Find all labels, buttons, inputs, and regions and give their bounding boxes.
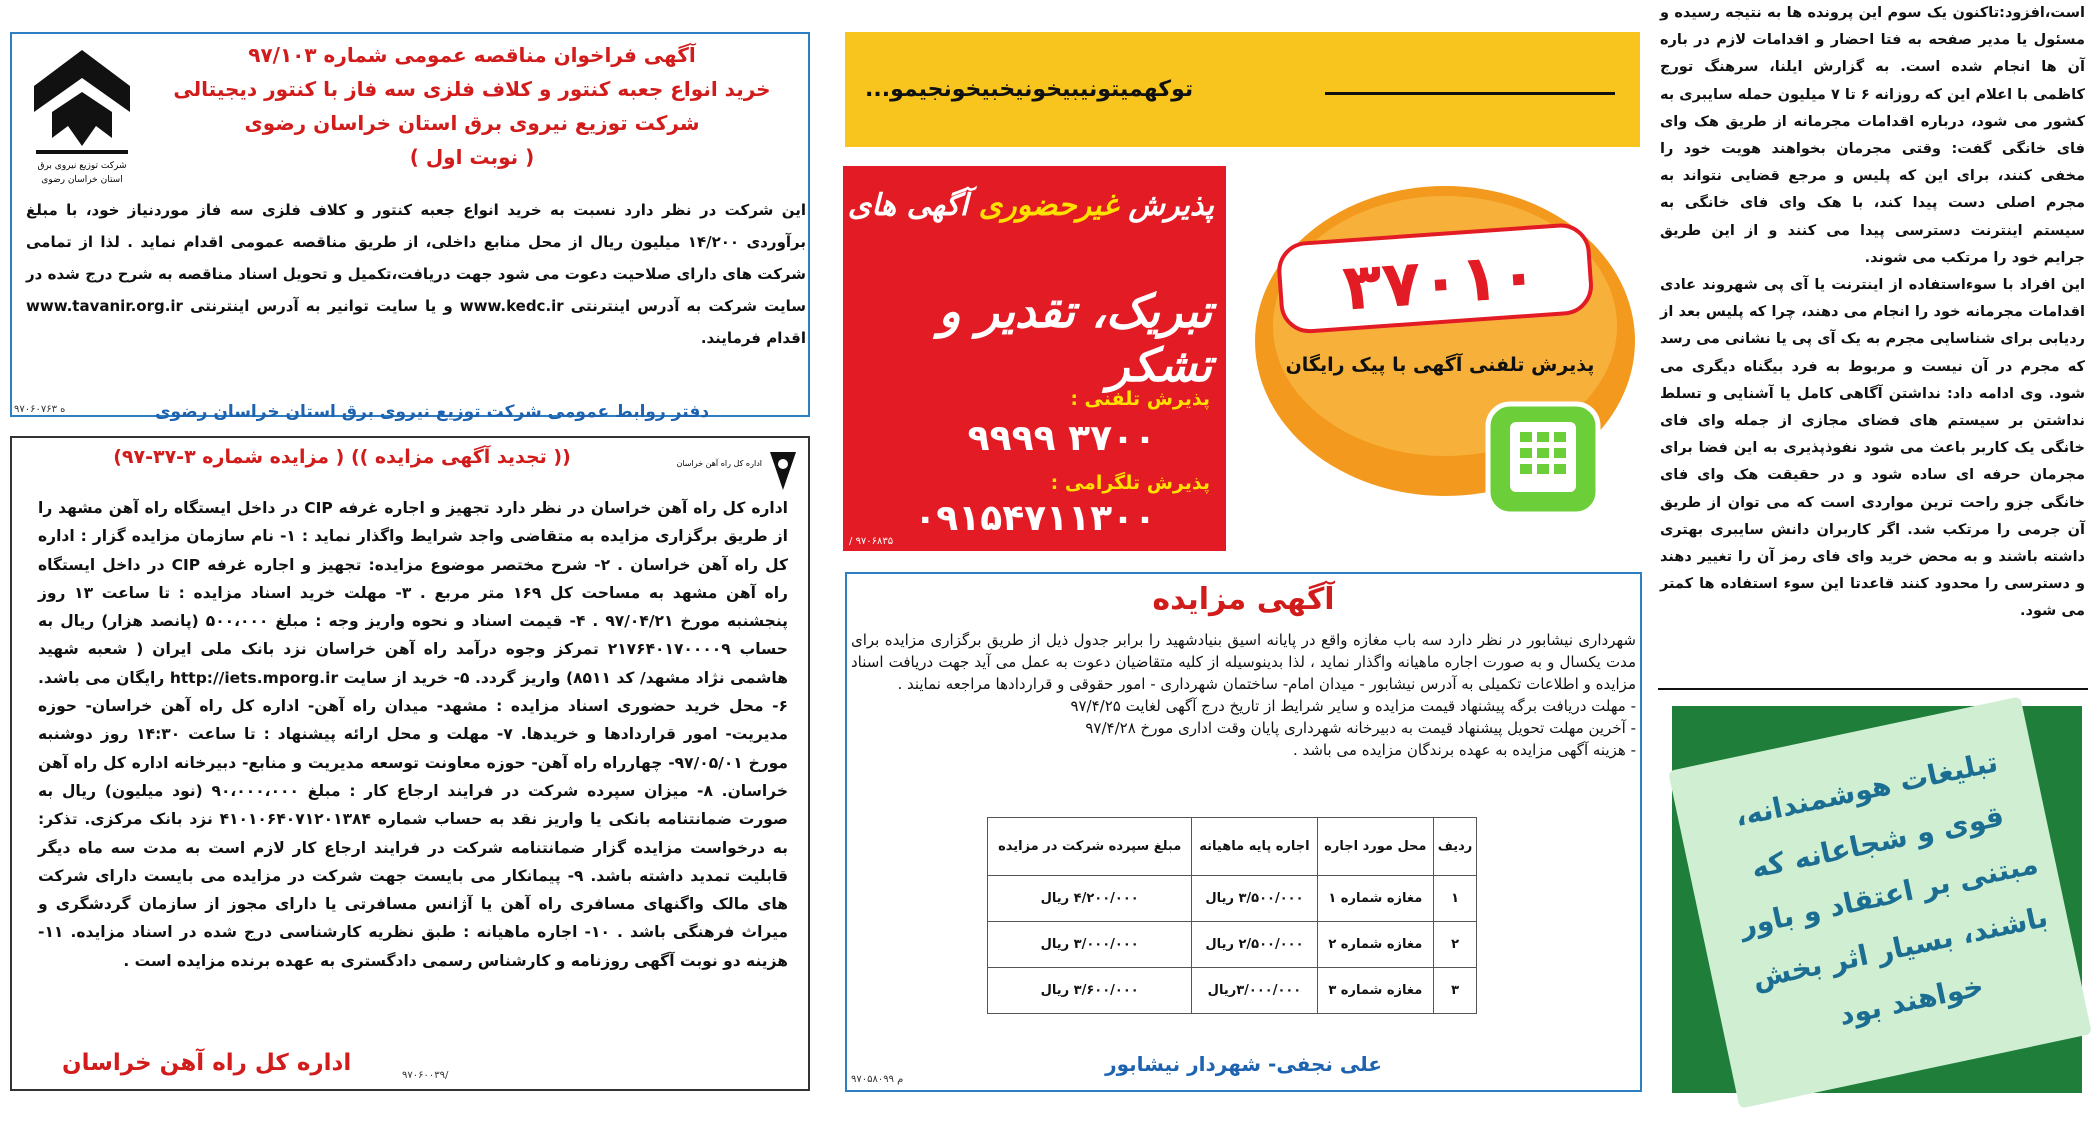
green-ad-text: تبلیغات هوشمندانه، قوی و شجاعانه که مبتنی بر اعتقاد و باور باشند، بسیار اثر بخش خواهند بود bbox=[1732, 745, 2051, 1032]
red-ad-telegram-label: پذیرش تلگرامی : bbox=[1050, 472, 1210, 494]
svg-text:شرکت توزیع نیروی برق: شرکت توزیع نیروی برق bbox=[37, 161, 127, 171]
cell: ۴/۲۰۰/۰۰۰ ریال bbox=[988, 876, 1192, 922]
red-ad-phone-label: پذیرش تلفنی : bbox=[1070, 388, 1210, 410]
red-ad-line1 bbox=[848, 188, 1214, 223]
orange-ad-caption: پذیرش تلفنی آگهی با پیک رایگان bbox=[1285, 354, 1595, 376]
table-row bbox=[988, 968, 1477, 1014]
cell: مغازه شماره ۲ bbox=[1317, 922, 1434, 968]
tender-body: این شرکت در نظر دارد نسبت به خرید انواع جعبه کنتور و کلاف فلزی سه فاز موردنیاز خود، با مبلغ برآوردی ۱۴/۲۰۰ میلیون ریال از محل منابع داخلی، از طریق مناقصه عمومی اقدام نماید . لذا از تمامی شرکت های دارای صلاحیت دعوت می شود جهت دریافت،تکمیل و تحویل اسناد مناقصه به شرح درج شده در سایت شرکت به آدرس اینترنتی www.kedc.ir و یا سایت توانیر به آدرس اینترنتی www.tavanir.org.ir اقدام فرمایند. bbox=[26, 201, 806, 347]
table-row bbox=[988, 922, 1477, 968]
rail-body: اداره کل راه آهن خراسان در نظر دارد تجهیز و اجاره غرفه CIP در داخل ایستگاه راه آهن مشهد را از طریق برگزاری مزایده به متقاضی واجد شرایط واگذار نماید : ۱- نام سازمان مزایده گزار : اداره کل راه آهن خراسان . ۲- شرح مختصر موضوع مزایده: تجهیز و اجاره غرفه CIP در داخل ایستگاه راه آهن مشهد به مساحت کل ۱۶۹ متر مربع . ۳- مهلت خرید اسناد مزایده : تا ساعت ۱۳ روز پنجشنبه مورخ ۹۷/۰۴/۲۱ . ۴- قیمت اسناد و نحوه واریز وجه : مبلغ ۵۰۰،۰۰۰ (پانصد هزار) ریال به حساب ۲۱۷۶۴۰۱۷۰۰۰۰۹ تمرکز وجوه درآمد راه آهن خراسان نزد بانک ملی ایران ( شعبه شهید هاشمی نژاد مشهد/ کد ۸۵۱۱) واریز گردد. ۵- خرید از سایت http://iets.mporg.ir رایگان می باشد. ۶- محل خرید حضوری اسناد مزایده : مشهد- میدان راه آهن- اداره کل راه آهن خراسان- حوزه مدیریت- امور قراردادها و خریدها. ۷- مهلت و محل ارائه پیشنهاد : تا ساعت ۱۴:۳۰ روز دوشنبه مورخ ۹۷/۰۵/۰۱- چهارراه راه آهن- حوزه معاونت توسعه مدیریت و منابع- دبیرخانه اداره کل راه آهن خراسان. ۸- میزان سپرده شرکت در فرایند ارجاع کار : مبلغ ۹۰،۰۰۰،۰۰۰ (نود میلیون) ریال به صورت ضمانتنامه بانکی یا واریز نقد به حساب شماره ۴۱۰۱۰۶۴۰۷۱۲۰۱۳۸۴ نزد بانک مرکزی. تذکر: به درخواست مزایده گزار ضمانتنامه شرکت در فرایند ارجاع کار لازم است به مدت سه ماه دیگر قابلیت تمدید داشته باشد. ۹- پیمانکار می بایست جهت شرکت در مزایده می بایست دارای شرکت های مالک واگنهای مسافری راه آهن یا آژانس مسافرتی یا دارای مجوز از سازمان گردشگری و میراث فرهنگی باشد . ۱۰- اجاره ماهیانه : طبق نظریه کارشناسی درج شده در اسناد مزایده. ۱۱- هزینه دو نوبت آگهی روزنامه و کارشناس رسمی دادگستری به عهده برنده مزایده است . bbox=[38, 499, 789, 970]
muni-code: ۹۷۰۵۸۰۹۹ م bbox=[851, 1074, 904, 1085]
red-ad-line2: تبریک، تقدیر و تشکر bbox=[938, 284, 1212, 392]
col-row-number: ردیف bbox=[1434, 818, 1477, 876]
muni-title: آگهی مزایده bbox=[1152, 582, 1335, 617]
cell: مغازه شماره ۳ bbox=[1317, 968, 1434, 1014]
news-paragraph-1: است،افزود:تاکنون یک سوم این پرونده ها به نتیجه رسیده و مسئول یا مدیر صفحه به فتا احضار و اقدامات لازم در باره آن ها انجام شده است. به گزارش ایلنا، سرهنگ تورج کاظمی با اعلام این که روزانه ۶ تا ۷ میلیون حمله سایبری به کشور می شود، درباره اقدامات مجرمانه از طریق هک وای فای خانگی گفت: وقتی مجرمان بخواهند هویت خود را مخفی کنند، برای این که پلیس و مرجع قضایی نتواند به مجرم اصلی دست پیدا کند، با هک وای فای خانگی به سیستم اینترنت دسترسی پیدا می کنند و از این طریق جرایم خود را مرتکب می شوند. bbox=[1660, 5, 2085, 266]
tender-code: ۹۷۰۶۰۷۶۳ ه bbox=[14, 404, 66, 415]
muni-bullet-2: - آخرین مهلت تحویل پیشنهاد قیمت به دبیرخانه شهرداری پایان وقت اداری مورخ ۹۷/۴/۲۸ bbox=[1085, 719, 1636, 737]
orange-ad-number: ۳۷۰۱۰ bbox=[1340, 238, 1541, 326]
tender-footer: دفتر روابط عمومی شرکت توزیع نیروی برق استان خراسان رضوی bbox=[154, 402, 710, 422]
rail-signature: اداره کل راه آهن خراسان bbox=[62, 1050, 352, 1076]
tender-title-3: شرکت توزیع نیروی برق استان خراسان رضوی bbox=[244, 111, 700, 135]
railway-logo-icon bbox=[670, 446, 800, 496]
municipal-auction-notice bbox=[845, 572, 1642, 1092]
telephone-icon bbox=[1488, 404, 1598, 514]
col-location: محل مورد اجاره bbox=[1317, 818, 1434, 876]
tender-title-1: آگهی فراخوان مناقصه عمومی شماره ۹۷/۱۰۳ bbox=[248, 43, 696, 67]
red-ad-code: ۹۷۰۶۸۳۵ / bbox=[849, 536, 894, 547]
col-monthly-rent: اجاره پایه ماهیانه bbox=[1192, 818, 1317, 876]
cell: ۱ bbox=[1434, 876, 1477, 922]
muni-table bbox=[987, 817, 1477, 1014]
svg-text:اداره کل راه آهن خراسان: اداره کل راه آهن خراسان bbox=[676, 459, 762, 468]
orange-ad-graphic bbox=[1240, 166, 1640, 551]
power-company-logo-icon bbox=[22, 42, 142, 192]
column-divider bbox=[1658, 688, 2088, 690]
cell: ۳/۰۰۰/۰۰۰ ریال bbox=[988, 922, 1192, 968]
muni-bullet-1: - مهلت دریافت برگه پیشنهاد قیمت مزایده و سایر شرایط از تاریخ درج آگهی لغایت ۹۷/۴/۲۵ bbox=[1070, 697, 1636, 715]
tender-notice bbox=[10, 32, 810, 422]
news-paragraph-2: این افراد با سوءاستفاده از اینترنت یا آی پی شهروند عادی اقدامات مجرمانه خود را انجام می دهند، چرا که پلیس بعد از ردیابی برای شناسایی مجرم به یک آی پی یا نشانی می رسد که مجرم در آن نیست و مربوط به فرد بیگناه دیگری می شود. وی ادامه داد: نداشتن آگاهی کامل یا آشنایی و تسلط نداشتن بر سیستم های فضای مجازی از جمله وای فای خانگی یک کاربر باعث می شود نفوذپذیری به این فضا برای مجرمان حرفه ای ساده شود و در حقیقت هک وای فای خانگی جزو راحت ترین مواردی است که می توان از طریق آن جرمی را مرتکب شد. اگر کاربران دانش سایبری بهتری داشته باشند و به محض خرید وای فای رمز آن را تغییر دهند و دسترسی را محدود کنند قاعدتا این سوء استفاده ها کمتر می شود. bbox=[1660, 277, 2085, 620]
muni-signature: علی نجفی- شهردار نیشابور bbox=[1105, 1052, 1382, 1076]
red-ad-line1-c: آگهی های bbox=[847, 188, 969, 223]
svg-text:استان خراسان رضوی: استان خراسان رضوی bbox=[41, 175, 123, 185]
green-ad bbox=[1672, 706, 2082, 1093]
orange-ad bbox=[1240, 166, 1640, 551]
red-ad-phone: ۳۷۰۰ ۹۹۹۹ bbox=[967, 418, 1156, 459]
cell: ۳/۰۰۰/۰۰۰ریال bbox=[1192, 968, 1317, 1014]
news-column bbox=[1660, 0, 2085, 680]
yellow-banner bbox=[845, 32, 1640, 147]
red-ad-line1-b: غیرحضوری bbox=[978, 188, 1118, 223]
red-ad bbox=[843, 166, 1226, 551]
cell: ۳/۶۰۰/۰۰۰ ریال bbox=[988, 968, 1192, 1014]
red-ad-telegram: ۰۹۱۵۴۷۱۱۳۰۰ bbox=[914, 498, 1156, 539]
rail-auction-notice bbox=[10, 436, 810, 1091]
tender-titles bbox=[152, 38, 792, 174]
cell: ۲/۵۰۰/۰۰۰ ریال bbox=[1192, 922, 1317, 968]
cell: ۳ bbox=[1434, 968, 1477, 1014]
col-deposit: مبلغ سپرده شرکت در مزایده bbox=[988, 818, 1192, 876]
cell: ۳/۵۰۰/۰۰۰ ریال bbox=[1192, 876, 1317, 922]
rail-title: (( تجدید آگهی مزایده )) ( مزایده شماره ۳-۳۷-۹۷) bbox=[113, 446, 571, 468]
muni-body bbox=[851, 629, 1636, 761]
banner-text: توکهمیتونیبیخونیخبیخونجیمو... bbox=[865, 77, 1194, 102]
cell: مغازه شماره ۱ bbox=[1317, 876, 1434, 922]
tender-title-2: خرید انواع جعبه کنتور و کلاف فلزی سه فاز با کنتور دیجیتالی bbox=[173, 77, 771, 101]
cell: ۲ bbox=[1434, 922, 1477, 968]
tender-title-4: ( نوبت اول ) bbox=[409, 145, 535, 169]
red-ad-line1-a: پذیرش bbox=[1128, 188, 1214, 223]
muni-bullet-3: - هزینه آگهی مزایده به عهده برندگان مزایده می باشد . bbox=[1292, 741, 1636, 759]
rail-code: ۹۷۰۶۰۰۳۹/ bbox=[402, 1070, 449, 1081]
table-row bbox=[988, 876, 1477, 922]
table-header-row bbox=[988, 818, 1477, 876]
muni-paragraph: شهرداری نیشابور در نظر دارد سه باب مغازه واقع در پایانه اسیق بنیادشهید را برابر جدول ذیل از طریق برگزاری مزایده برای مدت یکسال و به صورت اجاره ماهیانه واگذار نماید ، لذا بدینوسیله از کلیه متقاضیان دعوت به عمل می آید جهت دریافت اسناد مزایده و اطلاعات تکمیلی به آدرس نیشابور - میدان امام- ساختمان شهرداری - امور حقوقی و قراردادها مراجعه نمایند . bbox=[851, 631, 1636, 693]
